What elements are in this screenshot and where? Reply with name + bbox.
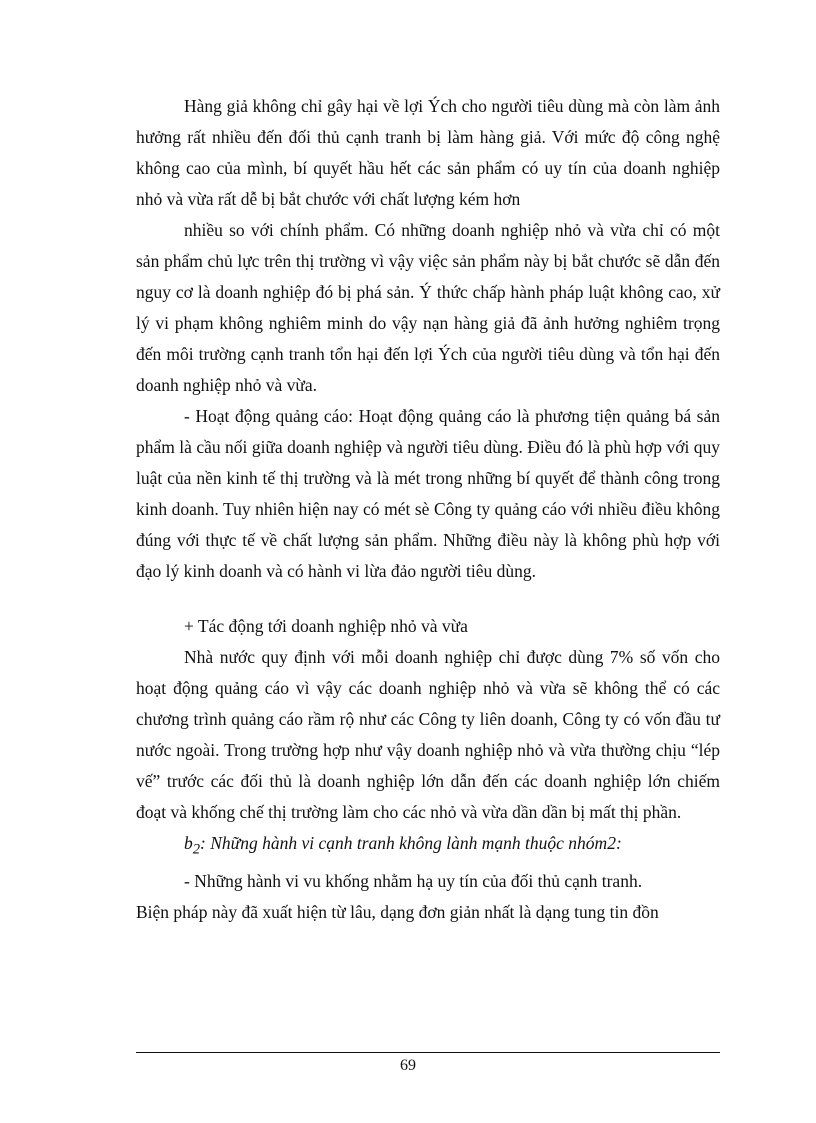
body-text	[136, 91, 720, 928]
heading-prefix: b	[184, 833, 193, 853]
section-heading-b2	[136, 828, 720, 866]
footer-divider	[136, 1052, 720, 1053]
paragraph-slander-continued: Biện pháp này đã xuất hiện từ lâu, dạng đơn giản nhất là dạng tung tin đồn	[136, 901, 659, 922]
paragraph-slander: - Những hành vi vu khống nhằm hạ uy tín của đối thủ cạnh tranh.	[184, 870, 643, 891]
page-number: 69	[400, 1057, 416, 1074]
paragraph-advertising-regulation: Nhà nước quy định với mỗi doanh nghiệp chỉ được dùng 7% số vốn cho hoạt động quảng cáo vì vậy các doanh nghiệp nhỏ và vừa sẽ không thể có các chương trình quảng cáo rầm rộ như các Công ty liên doanh, Công ty có vốn đầu tư nước ngoài. Trong trường hợp như vậy doanh nghiệp nhỏ và vừa thường chịu “lép vế” trước các đối thủ là doanh nghiệp lớn dẫn đến các doanh nghiệp lớn chiếm đoạt và khống chế thị trường làm cho các nhỏ và vừa dần dần bị mất thị phần.	[136, 647, 720, 822]
paragraph-counterfeit-harm: Hàng giả không chỉ gây hại về lợi Ých cho người tiêu dùng mà còn làm ảnh hưởng rất nhiều đến đối thủ cạnh tranh bị làm hàng giả. Với mức độ công nghệ không cao của mình, bí quyết hầu hết các sản phẩm có uy tín của doanh nghiệp nhỏ và vừa rất dễ bị bắt chước với chất lượng kém hơn	[136, 96, 720, 209]
heading-subscript: 2	[192, 841, 201, 858]
heading-text: : Những hành vi cạnh tranh không lành mạnh thuộc nhóm2:	[200, 833, 622, 853]
subheading-impact-sme: + Tác động tới doanh nghiệp nhỏ và vừa	[184, 616, 468, 636]
paragraph-advertising: - Hoạt động quảng cáo: Hoạt động quảng cáo là phương tiện quảng bá sản phẩm là cầu nối giữa doanh nghiệp và người tiêu dùng. Điều đó là phù hợp với quy luật của nền kinh tế thị trường và là mét trong những bí quyết để thành công trong kinh doanh. Tuy nhiên hiện nay có mét sè Công ty quảng cáo với nhiều điều không đúng với thực tế về chất lượng sản phẩm. Những điều này là không phù hợp với đạo lý kinh doanh và có hành vi lừa đảo người tiêu dùng.	[136, 406, 720, 581]
paragraph-counterfeit-impact: nhiều so với chính phẩm. Có những doanh nghiệp nhỏ và vừa chỉ có một sản phẩm chủ lực trên thị trường vì vậy việc sản phẩm này bị bắt chước sẽ dẫn đến nguy cơ là doanh nghiệp đó bị phá sản. Ý thức chấp hành pháp luật không cao, xử lý vi phạm không nghiêm minh do vậy nạn hàng giả đã ảnh hưởng nghiêm trọng đến môi trường cạnh tranh tổn hại đến lợi Ých của người tiêu dùng và tổn hại đến doanh nghiệp nhỏ và vừa.	[136, 220, 720, 395]
